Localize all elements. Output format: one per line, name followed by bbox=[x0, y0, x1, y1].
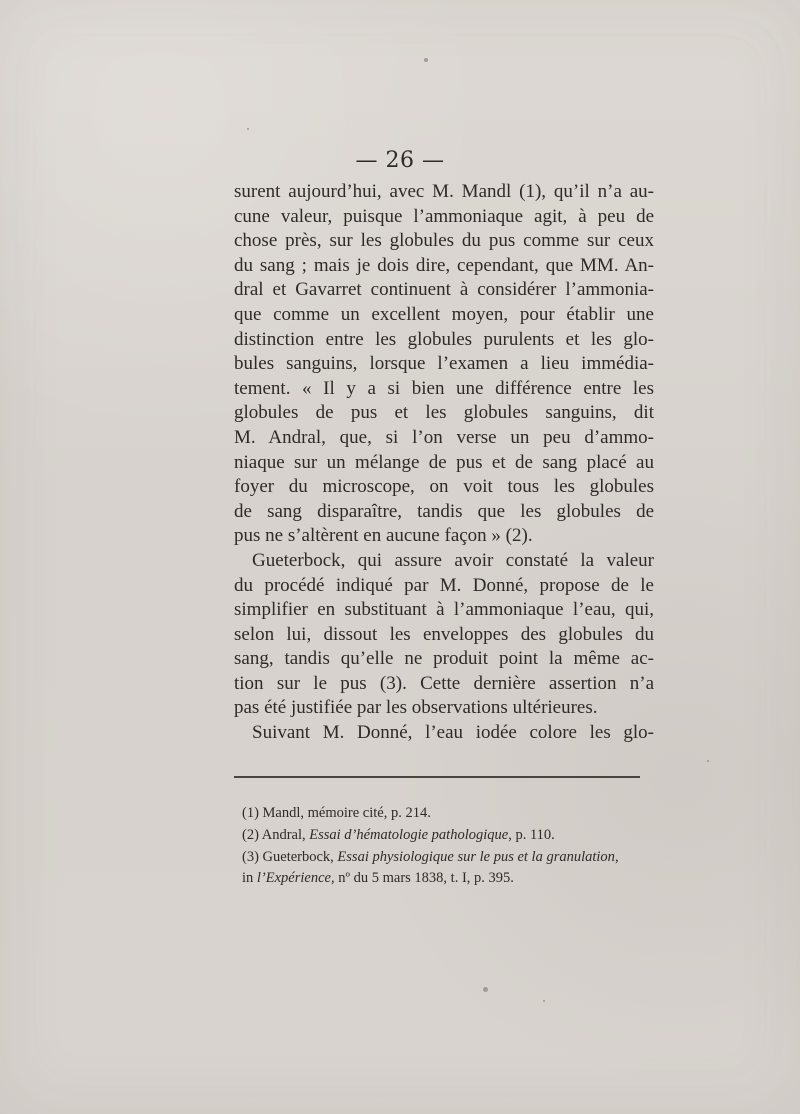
main-text-block bbox=[234, 180, 654, 746]
body-line: cune valeur, puisque l’ammoniaque agit, à peu de bbox=[234, 205, 654, 227]
body-line: Gueterbock, qui assure avoir constaté la valeur bbox=[252, 549, 654, 571]
body-line: du sang ; mais je dois dire, cependant, que MM. An- bbox=[234, 254, 654, 276]
paper-speck bbox=[483, 987, 488, 992]
body-line: que comme un excellent moyen, pour établir une bbox=[234, 303, 654, 325]
body-line: bules sanguins, lorsque l’examen a lieu immédia- bbox=[234, 353, 654, 375]
paper-speck bbox=[543, 1000, 545, 1002]
body-line: pas été justifiée par les observations ultérieures. bbox=[234, 697, 598, 719]
body-line: M. Andral, que, si l’on verse un peu d’ammo- bbox=[234, 426, 654, 448]
body-line: tion sur le pus (3). Cette dernière assertion n’a bbox=[234, 672, 654, 694]
body-line: pus ne s’altèrent en aucune façon » (2). bbox=[234, 525, 533, 547]
body-line: niaque sur un mélange de pus et de sang placé au bbox=[234, 451, 654, 473]
body-line: surent aujourd’hui, avec M. Mandl (1), qu’il n’a au- bbox=[234, 181, 654, 202]
body-line: simplifier en substituant à l’ammoniaque l’eau, qui, bbox=[234, 599, 654, 621]
paper-speck bbox=[424, 58, 428, 62]
body-line: chose près, sur les globules du pus comme sur ceux bbox=[234, 230, 654, 252]
body-line: sang, tandis qu’elle ne produit point la même ac- bbox=[234, 648, 654, 670]
page-number: — 26 — bbox=[355, 148, 445, 173]
body-line: foyer du microscope, on voit tous les globules bbox=[234, 476, 654, 498]
body-line: Suivant M. Donné, l’eau iodée colore les glo- bbox=[252, 722, 654, 744]
footnote-1: (1) Mandl, mémoire cité, p. 214. bbox=[242, 805, 431, 821]
footnote-3-cont-title: l’Expérience bbox=[256, 870, 331, 887]
footnote-3-cont-suffix: , nº du 5 mars 1838, t. I, p. 395. bbox=[330, 870, 514, 887]
footnote-3-suffix: , bbox=[614, 848, 619, 865]
body-line: distinction entre les globules purulents et les glo- bbox=[234, 328, 654, 350]
paper-speck bbox=[247, 128, 249, 130]
footnote-3-prefix: (3) Gueterbock, bbox=[242, 848, 338, 865]
body-line: selon lui, dissout les enveloppes des globules du bbox=[234, 623, 654, 645]
footnote-2-suffix: , p. 110. bbox=[508, 826, 555, 843]
footnote-3 bbox=[242, 847, 642, 869]
body-line: de sang disparaître, tandis que les globules de bbox=[234, 500, 654, 522]
body-line: globules de pus et les globules sanguins, dit bbox=[234, 402, 654, 424]
body-line: du procédé indiqué par M. Donné, propose de le bbox=[234, 574, 654, 596]
footnote-3-cont-prefix: in bbox=[242, 870, 257, 887]
paper-speck bbox=[707, 760, 709, 762]
footnote-rule bbox=[234, 776, 640, 778]
body-line: tement. « Il y a si bien une différence entre les bbox=[234, 377, 654, 399]
footnote-2-title: Essai d’hématologie pathologique bbox=[309, 826, 509, 843]
footnote-3-continuation bbox=[242, 868, 642, 890]
body-line: dral et Gavarret continuent à considérer l’ammonia- bbox=[234, 279, 654, 301]
footnote-2 bbox=[242, 825, 642, 847]
footnote-3-title: Essai physiologique sur le pus et la granulation bbox=[337, 848, 615, 865]
footnote-2-prefix: (2) Andral, bbox=[242, 826, 310, 843]
footnotes bbox=[242, 803, 642, 890]
